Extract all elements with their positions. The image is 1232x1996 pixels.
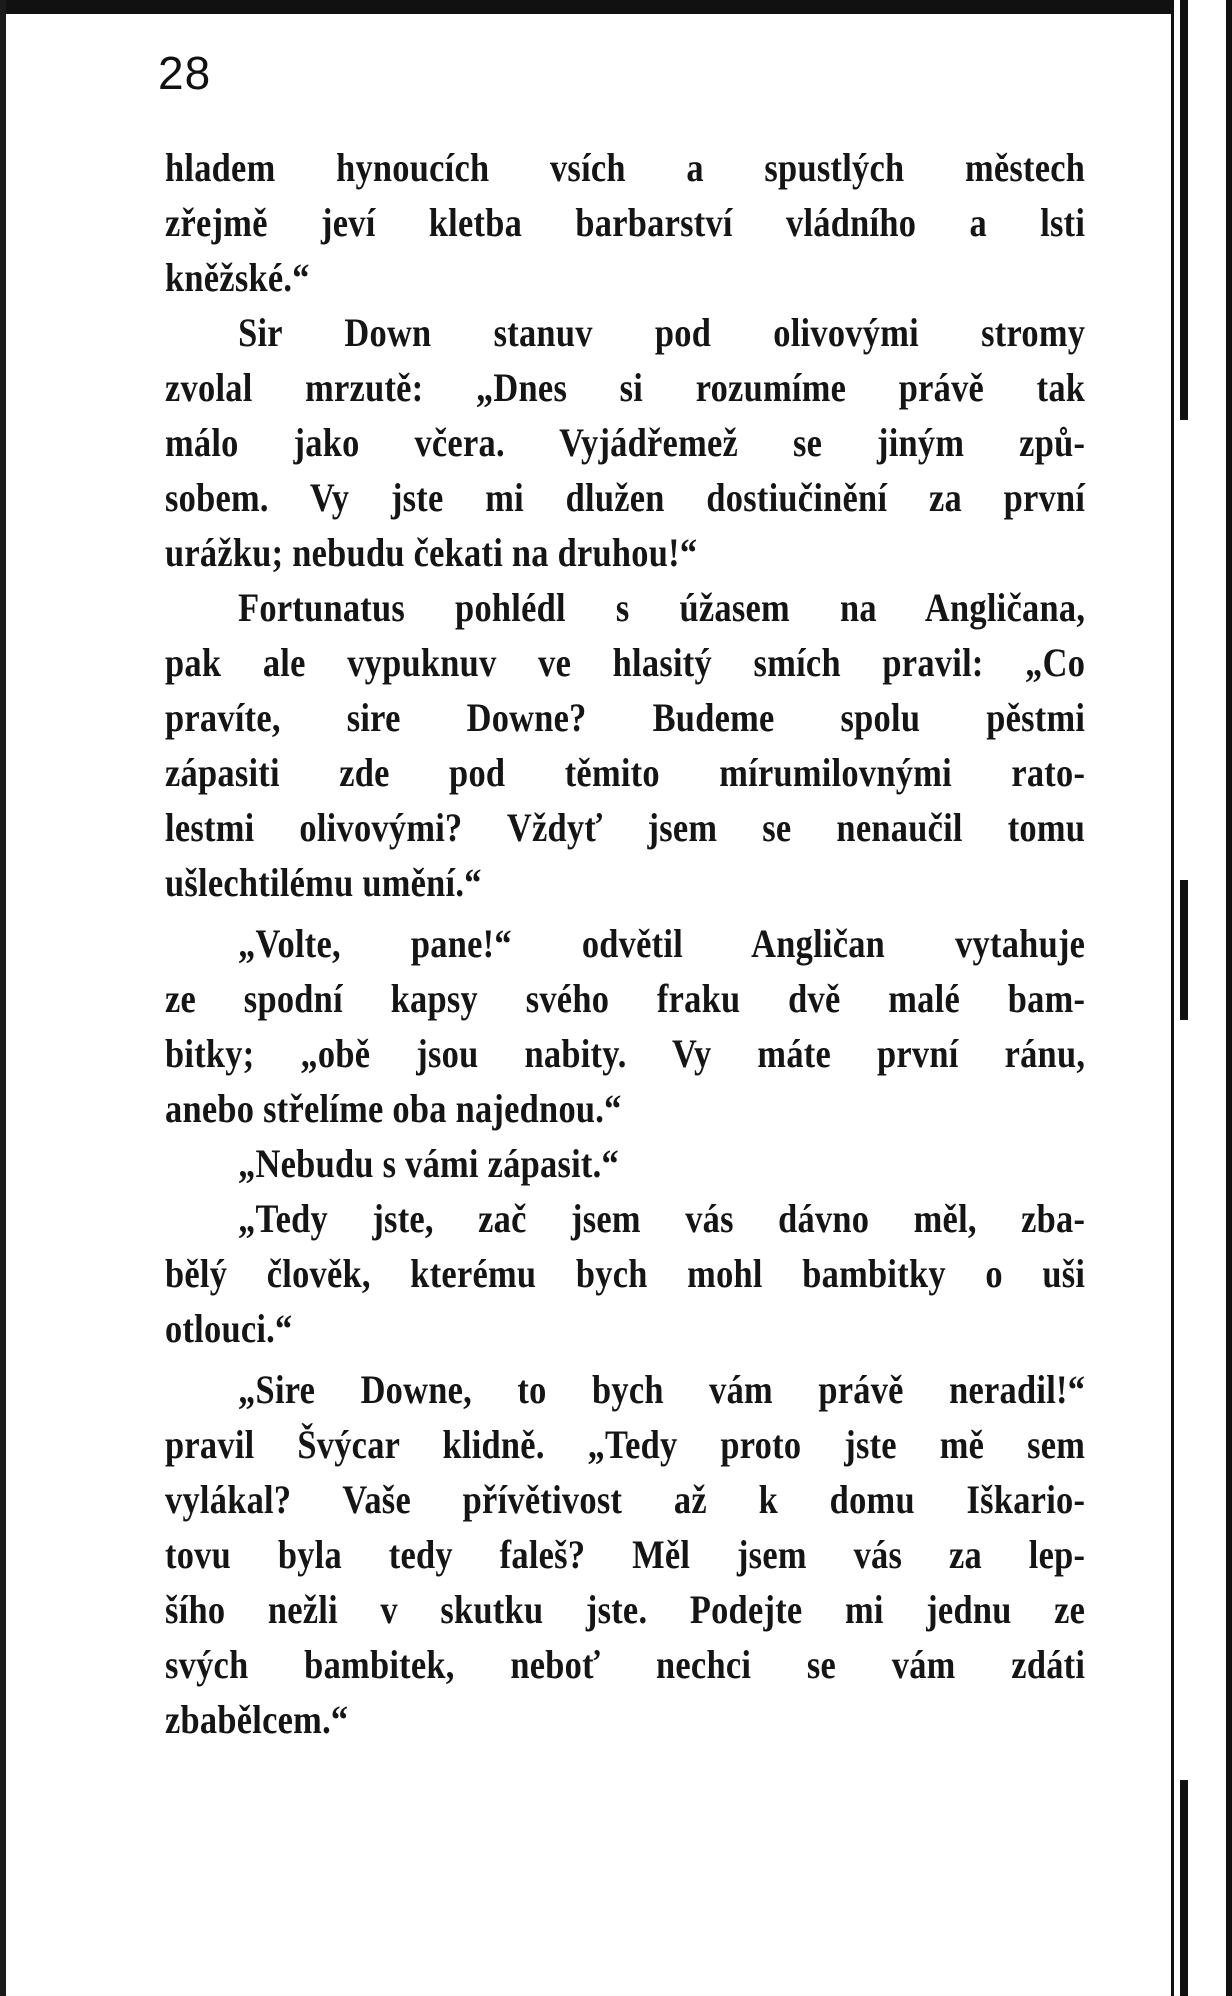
text-line: anebo střelíme oba najednou.“ — [165, 1086, 622, 1131]
text-line: zřejmě jeví kletba barbarství vládního a lsti — [165, 200, 1086, 245]
text-line: vylákal? Vaše přívětivost až k domu Iškario- — [165, 1477, 1086, 1522]
scan-right-stripe — [1226, 0, 1232, 1996]
text-line: lestmi olivovými? Vždyť jsem se nenaučil tomu — [165, 805, 1086, 850]
text-line: „Sire Downe, to bych vám právě neradil!“ — [238, 1367, 1086, 1412]
text-line: sobem. Vy jste mi dlužen dostiučinění za první — [165, 475, 1086, 520]
text-line: zbabělcem.“ — [165, 1697, 349, 1742]
text-line: hladem hynoucích vsích a spustlých městech — [165, 145, 1086, 190]
text-line: „Tedy jste, zač jsem vás dávno měl, zba- — [238, 1196, 1086, 1241]
page-number: 28 — [158, 47, 212, 99]
text-line: málo jako včera. Vyjádřemež se jiným způ- — [165, 420, 1086, 465]
text-line: „Nebudu s vámi zápasit.“ — [238, 1141, 619, 1186]
text-line: ušlechtilému umění.“ — [165, 860, 482, 905]
scan-edge-shadow — [1180, 0, 1188, 420]
text-line: pravíte, sire Downe? Budeme spolu pěstmi — [165, 695, 1086, 740]
text-line: pak ale vypuknuv ve hlasitý smích pravil: „Co — [165, 640, 1086, 685]
text-line: bitky; „obě jsou nabity. Vy máte první ránu, — [165, 1031, 1086, 1076]
scan-right-edge — [1171, 0, 1232, 1996]
text-line: šího nežli v skutku jste. Podejte mi jednu ze — [165, 1587, 1086, 1632]
text-line: Fortunatus pohlédl s úžasem na Angličana, — [238, 585, 1086, 630]
text-line: pravil Švýcar klidně. „Tedy proto jste mě sem — [165, 1422, 1086, 1467]
text-line: otlouci.“ — [165, 1306, 293, 1351]
scan-left-edge — [0, 0, 6, 1996]
body-text — [165, 140, 1085, 1747]
text-line: tovu byla tedy faleš? Měl jsem vás za lep- — [165, 1532, 1086, 1577]
scan-top-edge — [0, 0, 1232, 14]
text-line: urážku; nebudu čekati na druhou!“ — [165, 530, 698, 575]
text-line: kněžské.“ — [165, 255, 310, 300]
text-line: zvolal mrzutě: „Dnes si rozumíme právě tak — [165, 365, 1086, 410]
text-line: Sir Down stanuv pod olivovými stromy — [238, 310, 1086, 355]
text-line: bělý člověk, kterému bych mohl bambitky o uši — [165, 1251, 1086, 1296]
scan-edge-shadow — [1180, 880, 1188, 1020]
text-line: ze spodní kapsy svého fraku dvě malé bam- — [165, 976, 1086, 1021]
scan-edge-shadow — [1180, 1780, 1188, 1996]
text-line: svých bambitek, neboť nechci se vám zdáti — [165, 1642, 1086, 1687]
text-line: „Volte, pane!“ odvětil Angličan vytahuje — [238, 921, 1086, 966]
text-line: zápasiti zde pod těmito mírumilovnými rato- — [165, 750, 1086, 795]
